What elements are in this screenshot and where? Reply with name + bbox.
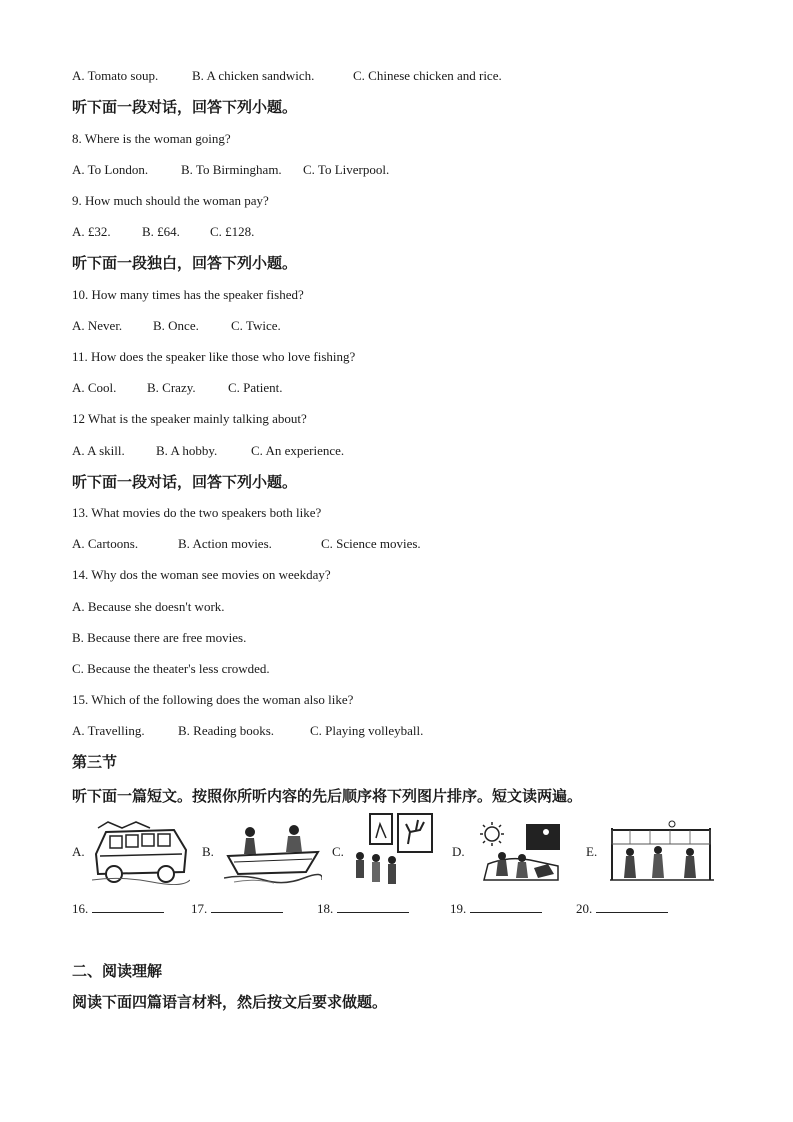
section-heading-monologue: 听下面一段独白，回答下列小题。 — [72, 254, 298, 272]
q15-option-c: C. Playing volleyball. — [310, 723, 424, 738]
q15-option-a: A. Travelling. — [72, 723, 145, 738]
q15-question: 15. Which of the following does the woman also like? — [72, 692, 354, 707]
answer-blank-18-number: 18. — [317, 901, 334, 916]
q14-option-c: C. Because the theater's less crowded. — [72, 661, 270, 676]
picture-d — [452, 818, 572, 888]
q13-option-c: C. Science movies. — [321, 536, 421, 551]
q8-option-b: B. To Birmingham. — [181, 162, 282, 177]
q11-option-b: B. Crazy. — [147, 380, 196, 395]
picture-b-label: B. — [202, 844, 214, 859]
picture-a — [72, 818, 192, 888]
q14-option-a: A. Because she doesn't work. — [72, 599, 225, 614]
section-heading-dialogue-1: 听下面一段对话，回答下列小题。 — [72, 98, 298, 116]
answer-blank-16[interactable] — [72, 900, 164, 917]
picture-b — [202, 818, 322, 888]
q12-question: 12 What is the speaker mainly talking about? — [72, 411, 307, 426]
reading-section-instruction: 阅读下面四篇语言材料，然后按文后要求做题。 — [72, 993, 388, 1011]
answer-blank-16-number: 16. — [72, 901, 89, 916]
q8-question: 8. Where is the woman going? — [72, 131, 231, 146]
beach-picture-icon — [478, 820, 564, 886]
q11-option-c: C. Patient. — [228, 380, 283, 395]
answer-blank-19-number: 19. — [450, 901, 467, 916]
museum-picture-icon — [350, 812, 434, 888]
q7-option-c: C. Chinese chicken and rice. — [353, 68, 502, 83]
q12-option-a: A. A skill. — [72, 443, 125, 458]
picture-c — [332, 812, 442, 888]
picture-e-label: E. — [586, 844, 598, 859]
q13-question: 13. What movies do the two speakers both like? — [72, 505, 322, 520]
q8-option-a: A. To London. — [72, 162, 149, 177]
q8-option-c: C. To Liverpool. — [303, 162, 390, 177]
reading-section-title: 二、阅读理解 — [72, 962, 163, 980]
q9-question: 9. How much should the woman pay? — [72, 193, 269, 208]
q15-option-b: B. Reading books. — [178, 723, 275, 738]
answer-blank-17[interactable] — [191, 900, 283, 917]
boat-picture-icon — [224, 822, 322, 884]
picture-a-label: A. — [72, 844, 85, 859]
answer-blank-19-line[interactable] — [470, 900, 542, 913]
picture-e — [586, 818, 716, 888]
q7-option-a: A. Tomato soup. — [72, 68, 159, 83]
bus-picture-icon — [92, 820, 190, 886]
q10-option-c: C. Twice. — [231, 318, 281, 333]
picture-d-label: D. — [452, 844, 465, 859]
q13-option-b: B. Action movies. — [178, 536, 272, 551]
q10-option-a: A. Never. — [72, 318, 123, 333]
part3-instruction: 听下面一篇短文。按照你所听内容的先后顺序将下列图片排序。短文读两遍。 — [72, 787, 583, 805]
q12-option-b: B. A hobby. — [156, 443, 218, 458]
part3-title: 第三节 — [72, 753, 118, 771]
answer-blank-18[interactable] — [317, 900, 409, 917]
q10-question: 10. How many times has the speaker fished? — [72, 287, 304, 302]
section-heading-dialogue-2: 听下面一段对话，回答下列小题。 — [72, 473, 298, 491]
picture-c-label: C. — [332, 844, 344, 859]
volleyball-picture-icon — [610, 820, 714, 884]
answer-blank-19[interactable] — [450, 900, 542, 917]
q14-question: 14. Why dos the woman see movies on weekday? — [72, 567, 331, 582]
q12-option-c: C. An experience. — [251, 443, 345, 458]
answer-blank-17-number: 17. — [191, 901, 208, 916]
answer-blank-20[interactable] — [576, 900, 668, 917]
q10-option-b: B. Once. — [153, 318, 199, 333]
answer-blank-17-line[interactable] — [211, 900, 283, 913]
q9-option-a: A. £32. — [72, 224, 111, 239]
q13-option-a: A. Cartoons. — [72, 536, 139, 551]
q7-option-b: B. A chicken sandwich. — [192, 68, 315, 83]
answer-blank-20-line[interactable] — [596, 900, 668, 913]
q9-option-c: C. £128. — [210, 224, 255, 239]
answer-blank-16-line[interactable] — [92, 900, 164, 913]
q9-option-b: B. £64. — [142, 224, 180, 239]
q11-question: 11. How does the speaker like those who love fishing? — [72, 349, 356, 364]
q14-option-b: B. Because there are free movies. — [72, 630, 247, 645]
answer-blank-20-number: 20. — [576, 901, 593, 916]
answer-blank-18-line[interactable] — [337, 900, 409, 913]
q11-option-a: A. Cool. — [72, 380, 117, 395]
